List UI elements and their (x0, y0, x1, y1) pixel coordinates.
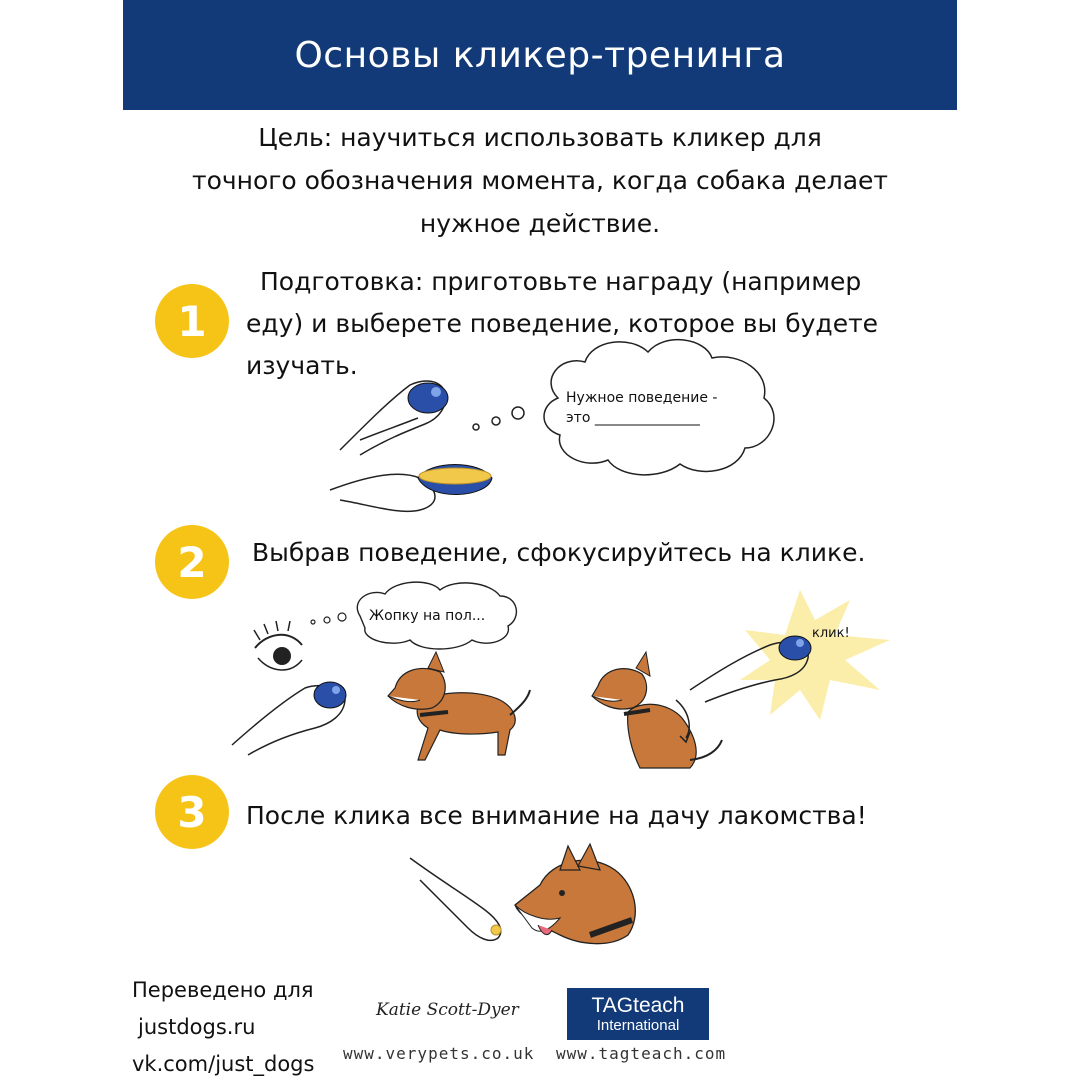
author-signature: Katie Scott-Dyer (376, 1000, 519, 1020)
clicker-icon (408, 383, 448, 413)
walking-dog-icon (388, 652, 530, 760)
goal-line-1: Цель: научиться использовать кликер для (258, 123, 822, 152)
step-3-text: После клика все внимание на дачу лакомства! (246, 801, 867, 830)
eye-icon (254, 621, 302, 670)
step-2-number: 2 (155, 525, 229, 599)
dog-thought-text: Жопку на пол... (369, 608, 486, 624)
click-text: клик! (812, 626, 850, 641)
hand-with-bowl-icon (330, 465, 492, 512)
step-1-number: 1 (155, 284, 229, 358)
thought-bubble-line-2: это _______________ (566, 410, 700, 426)
credit-line-1: Переведено для (132, 978, 314, 1002)
tagteach-logo-line-2: International (596, 1016, 680, 1034)
step-1-line-1: Подготовка: приготовьте награду (например (260, 267, 862, 296)
click-starburst-icon (740, 590, 890, 720)
step-1-line-3: изучать. (246, 351, 358, 380)
hand-with-clicker-left-icon (232, 682, 346, 755)
page-title: Основы кликер-тренинга (294, 34, 786, 76)
credit-line-3: vk.com/just_dogs (132, 1052, 315, 1076)
tagteach-url: www.tagteach.com (556, 1044, 727, 1063)
thought-bubble-text (566, 388, 717, 428)
translation-credit (132, 972, 314, 1083)
verypets-url: www.verypets.co.uk (343, 1044, 535, 1063)
hand-with-treat-icon (410, 858, 501, 940)
thought-dots-small-icon (311, 613, 346, 624)
goal-line-2: точного обозначения момента, когда собака делает (192, 166, 888, 195)
step-3-number: 3 (155, 775, 229, 849)
tagteach-logo (567, 988, 709, 1040)
goal-line-3: нужное действие. (419, 209, 661, 238)
thought-bubble-line-1: Нужное поведение - (566, 390, 718, 406)
thought-dots-icon (473, 407, 524, 430)
credit-line-2: justdogs.ru (138, 1015, 256, 1039)
dog-head-icon (515, 844, 635, 944)
tagteach-logo-line-1: TAGteach (591, 993, 685, 1017)
step-2-text: Выбрав поведение, сфокусируйтесь на клике. (252, 538, 866, 567)
step-1-line-2: еду) и выберете поведение, которое вы будете (246, 309, 879, 338)
sitting-dog-icon (592, 652, 722, 768)
